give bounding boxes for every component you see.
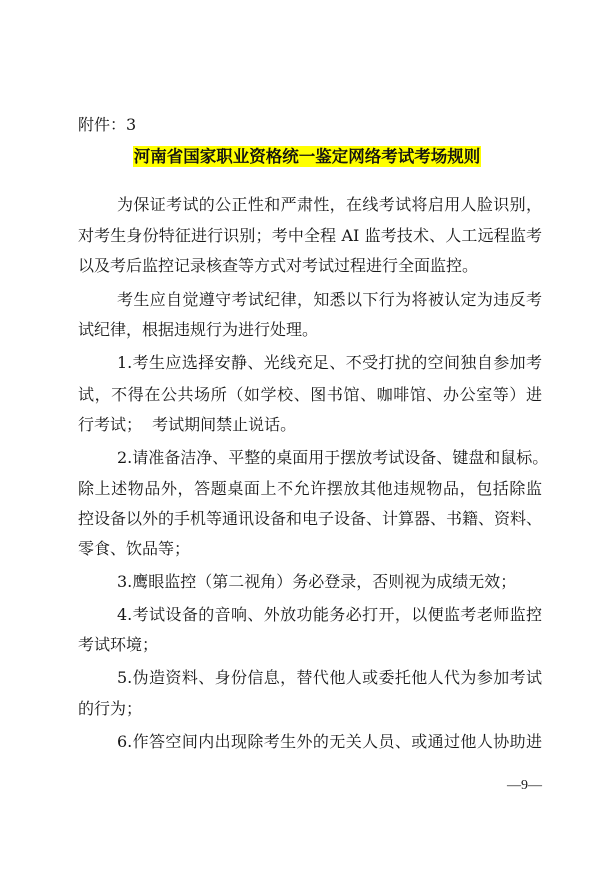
- paragraph-line: 考试环境；: [78, 635, 159, 654]
- paragraph-line: 2.请准备洁净、平整的桌面用于摆放考试设备、键盘和鼠标。: [117, 448, 549, 467]
- paragraph-line: 除上述物品外，答题桌面上不允许摆放其他违规物品，包括除监: [78, 479, 542, 498]
- paragraph-line: 6.作答空间内出现除考生外的无关人员、或通过他人协助进: [117, 732, 542, 751]
- document-title: [0, 145, 614, 169]
- paragraph-line: 零食、饮品等；: [78, 539, 191, 558]
- paragraph-line: 1.考生应选择安静、光线充足、不受打扰的空间独自参加考: [117, 353, 542, 372]
- paragraph-line: 考生应自觉遵守考试纪律，知悉以下行为将被认定为违反考: [117, 290, 542, 309]
- paragraph-line: 3.鹰眼监控（第二视角）务必登录，否则视为成绩无效；: [117, 572, 517, 591]
- paragraph-line: 的行为；: [78, 699, 143, 718]
- paragraph-line: 控设备以外的手机等通讯设备和电子设备、计算器、书籍、资料、: [78, 509, 543, 528]
- document-title-text: 河南省国家职业资格统一鉴定网络考试考场规则: [133, 147, 481, 166]
- paragraph-line: 4.考试设备的音响、外放功能务必打开，以便监考老师监控: [117, 605, 542, 624]
- paragraph-line: 行考试； 考试期间禁止说话。: [78, 415, 297, 434]
- paragraph-line: 以及考后监控记录核查等方式对考试过程进行全面监控。: [78, 256, 479, 275]
- page-number: —9—: [507, 778, 542, 793]
- paragraph-line: 试纪律，根据违规行为进行处理。: [78, 320, 319, 339]
- paragraph-line: 5.伪造资料、身份信息，替代他人或委托他人代为参加考试: [117, 668, 542, 687]
- paragraph-line: 为保证考试的公正性和严肃性，在线考试将启用人脸识别，: [117, 195, 542, 214]
- paragraph-line: 试，不得在公共场所（如学校、图书馆、咖啡馆、办公室等）进: [78, 385, 542, 404]
- paragraph-line: 对考生身份特征进行识别；考中全程 AI 监考技术、人工远程监考: [78, 226, 542, 245]
- attachment-label: 附件：3: [78, 115, 137, 134]
